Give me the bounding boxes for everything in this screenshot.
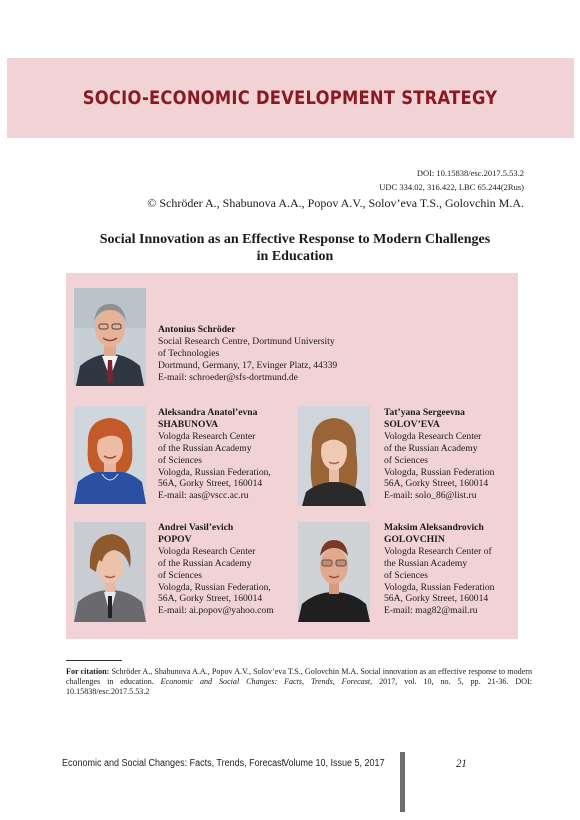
authors-panel [66,273,518,639]
page-number: 21 [456,756,467,770]
author-address: 56A, Gorky Street, 160014 [384,478,489,490]
citation-doi: DOI: 10.15838/esc.2017.5.53.2 [66,677,532,697]
author-affiliation: of Sciences [384,569,428,581]
author-address: Vologda, Russian Federation, [158,581,271,593]
author-name: Antonius Schröder [158,324,236,335]
author-info-golovchin [384,522,494,617]
footer-volume: Volume 10, Issue 5, 2017 [283,758,385,769]
author-surname: SHABUNOVA [158,418,219,430]
footnote-divider [66,660,122,661]
author-email: E-mail: mag82@mail.ru [384,605,478,617]
author-address: 56A, Gorky Street, 160014 [158,478,263,490]
author-email: E-mail: schroeder@sfs-dortmund.de [158,371,298,383]
article-title-line-1: Social Innovation as an Effective Response to Modern Challenges [99,232,491,247]
author-affiliation: of Sciences [158,454,202,466]
author-info-schroeder [158,324,337,384]
footer-journal: Economic and Social Changes: Facts, Trends, Forecast [62,758,285,769]
copyright-line: © Schröder A., Shabunova A.A., Popov A.V., Solov’eva T.S., Golovchin M.A. [147,196,524,210]
author-name: Tat’yana Sergeevna [384,407,465,418]
citation-text: , 2017, vol. 10, no. 5, pp. 21-36. [370,677,516,687]
doi-line: DOI: 10.15838/esc.2017.5.53.2 [416,168,524,178]
article-title-line-2: in Education [256,249,334,264]
author-affiliation: the Russian Academy [384,557,468,569]
author-photo-schroeder [74,288,146,386]
article-title [60,231,530,265]
author-affiliation: of Sciences [158,569,202,581]
author-address: Vologda, Russian Federation [384,466,495,478]
author-name: Maksim Aleksandrovich [384,522,484,533]
citation-label: For citation: [66,667,110,676]
author-affiliation: of the Russian Academy [158,557,252,569]
author-email: E-mail: ai.popov@yahoo.com [158,605,274,617]
footer-divider-bar [400,752,405,812]
author-address: 56A, Gorky Street, 160014 [158,593,263,605]
author-info-soloveva [384,407,494,502]
author-photo-soloveva [298,406,370,506]
author-surname: POPOV [158,533,192,545]
author-email: E-mail: aas@vscc.ac.ru [158,490,249,502]
author-affiliation: of Sciences [384,454,428,466]
author-address: 56A, Gorky Street, 160014 [384,593,489,605]
author-affiliation: of the Russian Academy [384,442,478,454]
author-name: Aleksandra Anatol’evna [158,407,258,418]
author-affiliation: Vologda Research Center [384,430,482,442]
author-photo-shabunova [74,406,146,504]
section-title: SOCIO-ECONOMIC DEVELOPMENT STRATEGY [83,87,498,109]
author-surname: GOLOVCHIN [384,533,445,545]
section-banner [7,58,574,138]
author-address: Vologda, Russian Federation, [158,466,271,478]
author-photo-golovchin [298,522,370,622]
author-info-shabunova [158,407,271,502]
author-address: Dortmund, Germany, 17, Evinger Platz, 44339 [158,359,338,371]
udc-line: UDC 334.02, 316.422, LBC 65.244(2Rus) [379,182,524,192]
author-affiliation: of the Russian Academy [158,442,252,454]
author-affiliation: Vologda Research Center [158,430,256,442]
citation-journal: Economic and Social Changes: Facts, Trends, Forecast [160,677,371,687]
citation-text: Schröder A., Shabunova A.A., Popov A.V., Solov’eva T.S., Golovchin M.A. Social innovation as an effective response to modern challenges in education. [66,667,533,687]
author-affiliation: Social Research Centre, Dortmund University [158,335,335,347]
author-surname: SOLOV’EVA [384,418,440,430]
author-email: E-mail: solo_86@list.ru [384,490,477,502]
author-affiliation: Vologda Research Center of [384,545,492,557]
author-address: Vologda, Russian Federation [384,581,495,593]
author-affiliation: Vologda Research Center [158,545,256,557]
author-name: Andrei Vasil’evich [158,522,234,533]
author-photo-popov [74,522,146,622]
author-affiliation: of Technologies [158,347,220,359]
author-info-popov [158,522,274,617]
citation-block [66,667,532,698]
